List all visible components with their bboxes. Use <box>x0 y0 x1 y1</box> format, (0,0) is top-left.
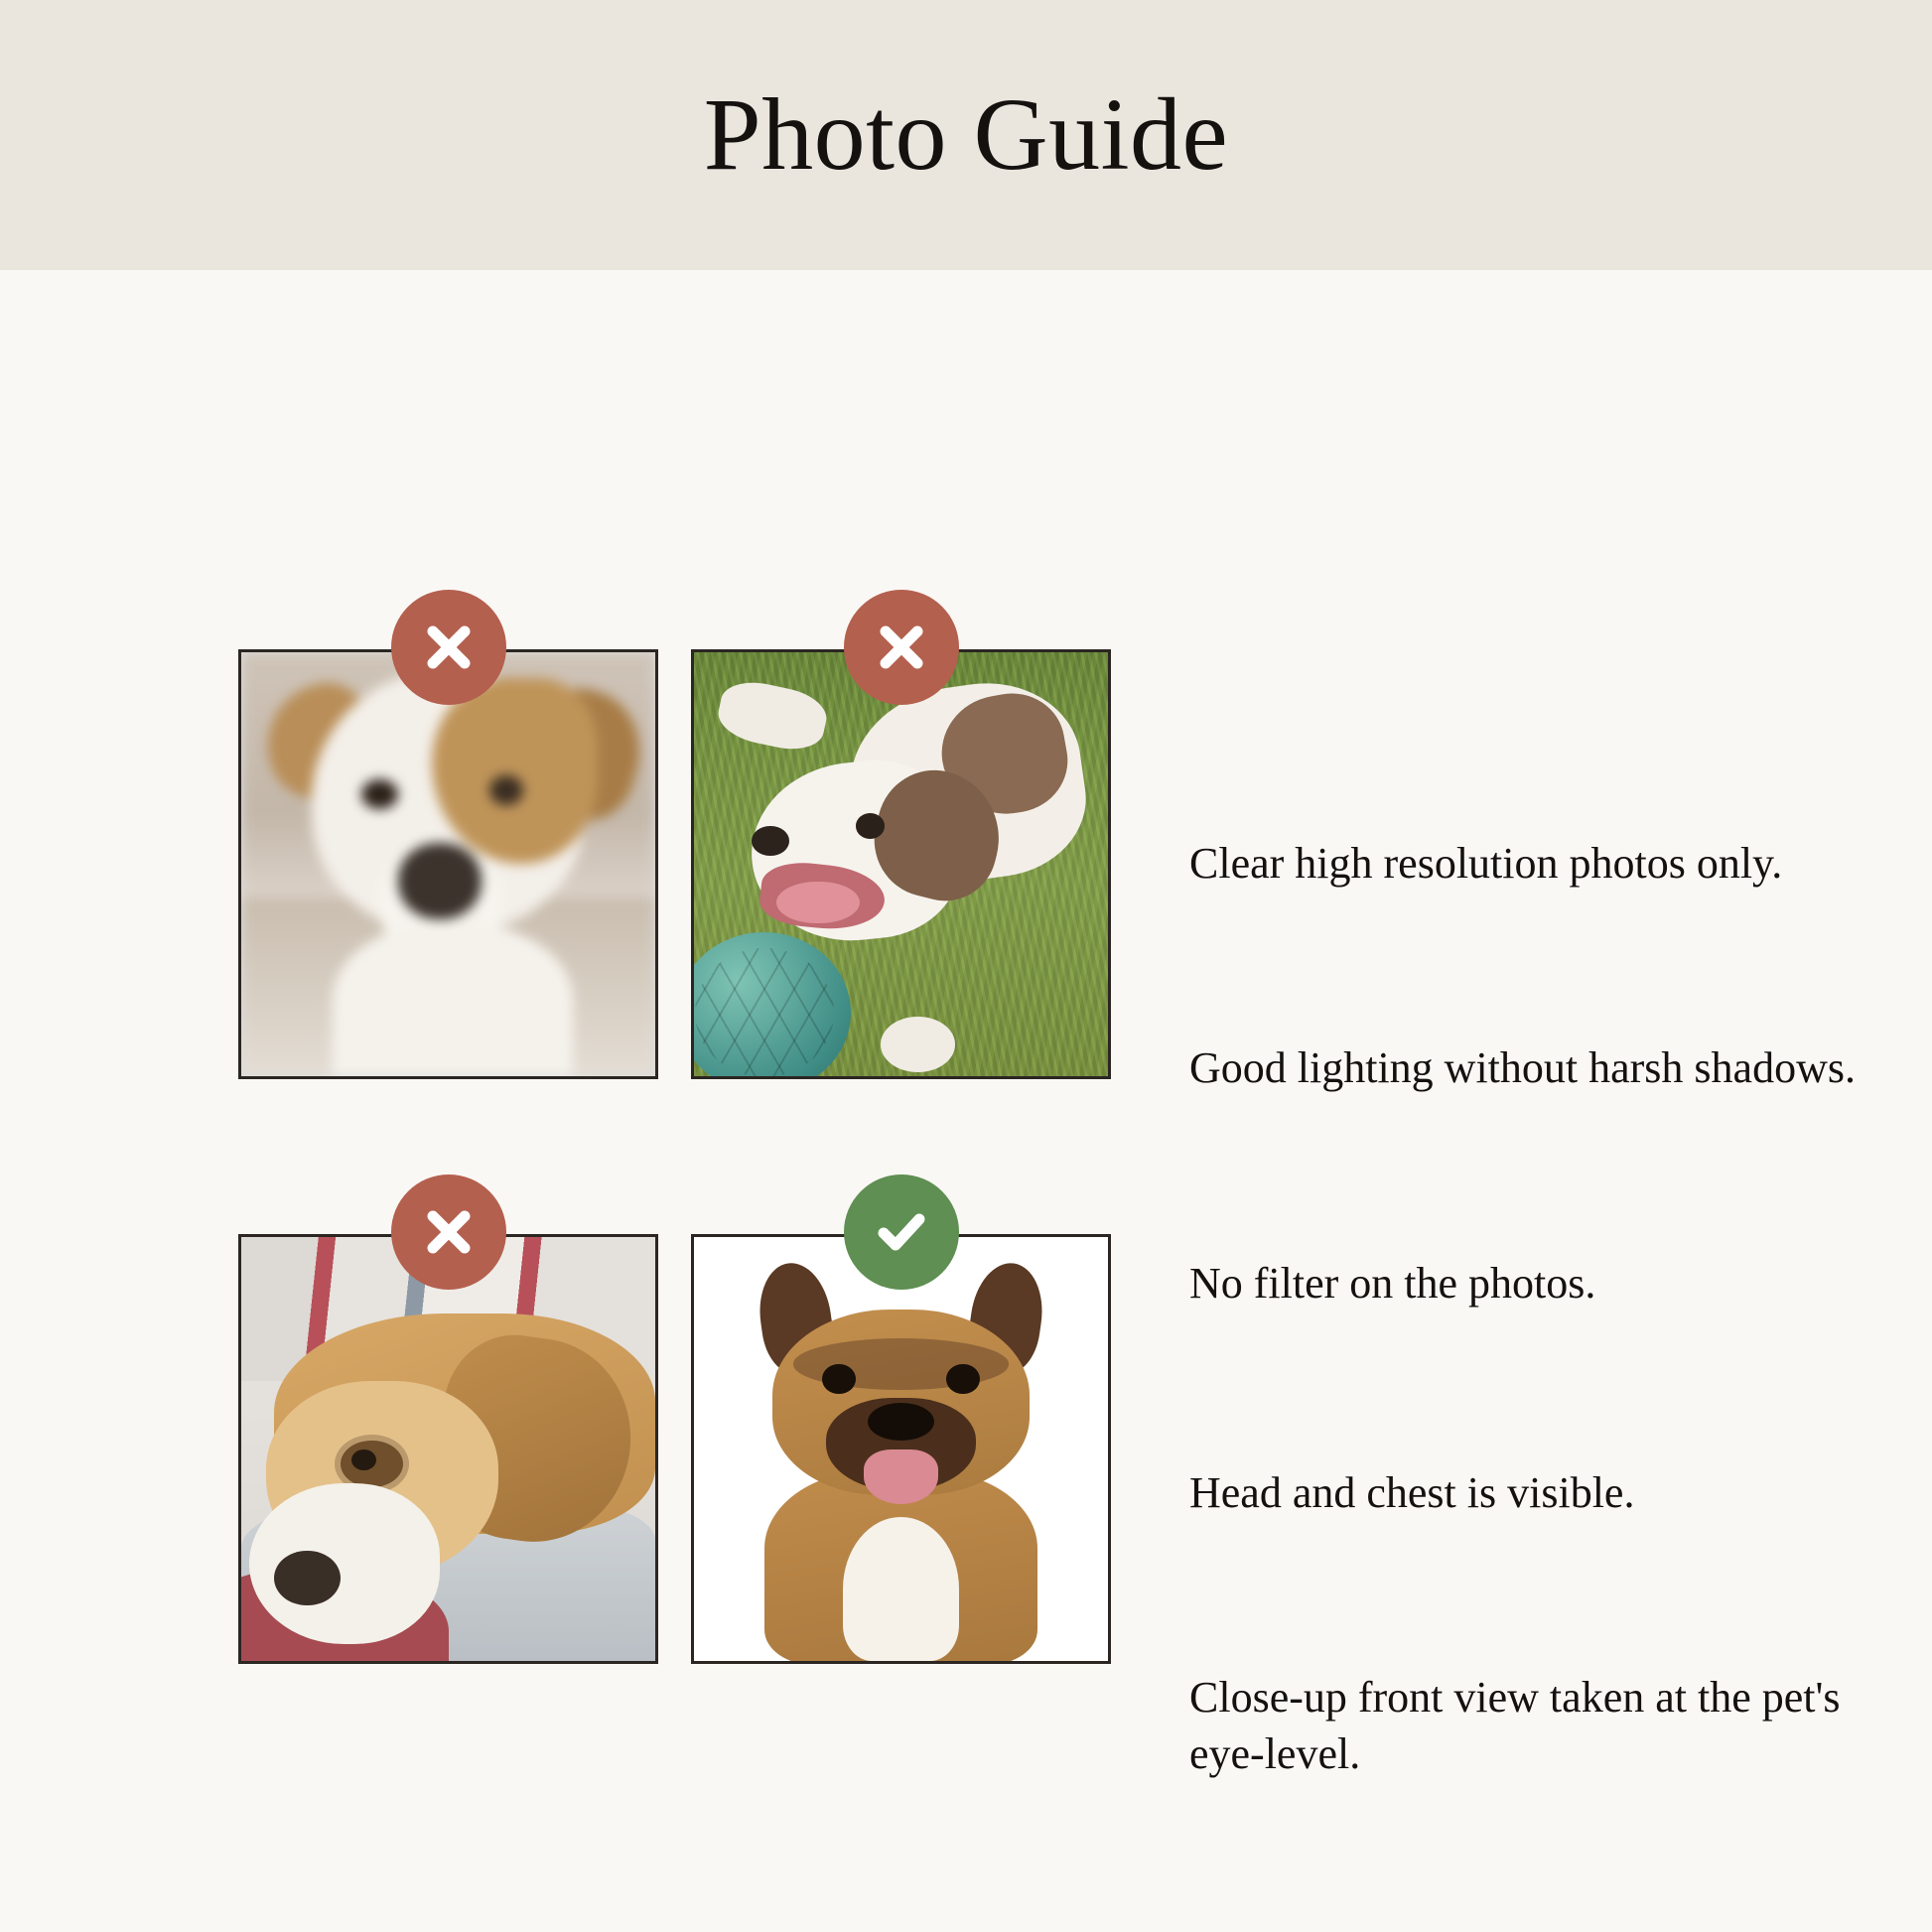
main-content <box>0 270 1932 1932</box>
photo-grid-row <box>238 1174 1112 1664</box>
tip-item: Close-up front view taken at the pet's eye-level. <box>1189 1673 1841 1778</box>
photo-image-french-bulldog <box>694 1237 1108 1661</box>
check-icon <box>844 1174 959 1290</box>
photo-frame-dog-on-grass <box>691 649 1111 1079</box>
photo-card-dog-on-grass <box>691 590 1111 1079</box>
cross-icon <box>391 590 506 705</box>
photo-grid <box>238 590 1112 1759</box>
photo-card-blurry-puppy <box>238 590 658 1079</box>
photo-grid-row <box>238 590 1112 1079</box>
cross-icon <box>391 1174 506 1290</box>
photo-image-dog-on-grass <box>694 652 1108 1076</box>
page-title: Photo Guide <box>703 77 1229 192</box>
photo-card-french-bulldog <box>691 1174 1111 1664</box>
photo-frame-sleeping-beagle <box>238 1234 658 1664</box>
photo-image-sleeping-beagle <box>241 1237 655 1661</box>
photo-card-sleeping-beagle <box>238 1174 658 1664</box>
tip-item: Clear high resolution photos only. <box>1189 839 1783 888</box>
tips-list <box>1189 836 1884 1782</box>
cross-icon <box>844 590 959 705</box>
page-header <box>0 0 1932 270</box>
photo-frame-blurry-puppy <box>238 649 658 1079</box>
tip-item: No filter on the photos. <box>1189 1258 1596 1308</box>
photo-image-blurry-puppy <box>241 652 655 1076</box>
photo-frame-french-bulldog <box>691 1234 1111 1664</box>
tip-item: Head and chest is visible. <box>1189 1467 1635 1517</box>
tip-item: Good lighting without harsh shadows. <box>1189 1043 1856 1093</box>
